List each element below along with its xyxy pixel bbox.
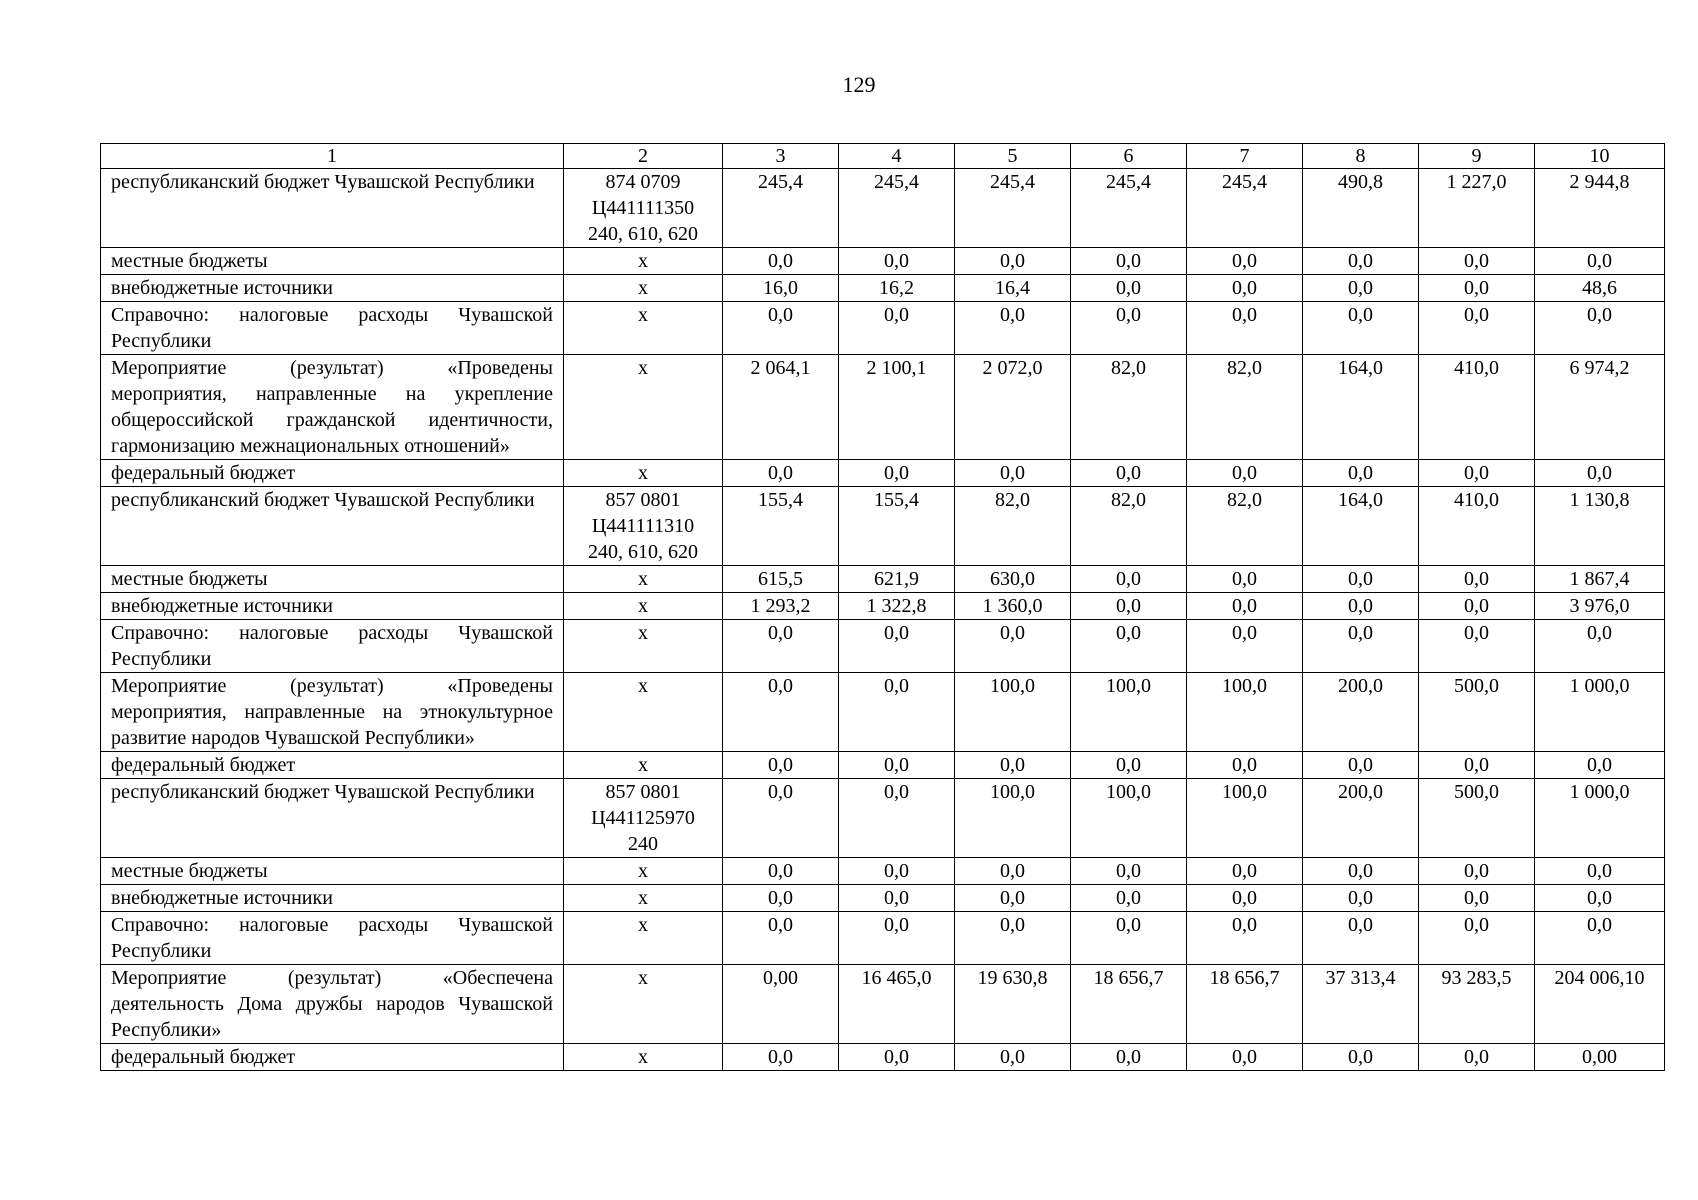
value-cell: 16 465,0 — [839, 965, 955, 1044]
row-label: республиканский бюджет Чувашской Республики — [101, 779, 564, 858]
value-cell: 82,0 — [1071, 487, 1187, 566]
value-cell: 0,0 — [1419, 460, 1535, 487]
table-row — [101, 275, 1665, 302]
value-cell: 164,0 — [1303, 355, 1419, 460]
value-cell: 164,0 — [1303, 487, 1419, 566]
table-row — [101, 965, 1665, 1044]
value-cell: 0,0 — [839, 752, 955, 779]
table-row — [101, 673, 1665, 752]
value-cell: 0,0 — [955, 620, 1071, 673]
table-row — [101, 302, 1665, 355]
value-cell: 2 100,1 — [839, 355, 955, 460]
value-cell: 0,0 — [839, 673, 955, 752]
value-cell: 0,0 — [1535, 460, 1665, 487]
table-row — [101, 248, 1665, 275]
row-label: Мероприятие (результат) «Проведены мероприятия, направленные на этнокультурное развитие народов Чувашской Республики» — [101, 673, 564, 752]
value-cell: 82,0 — [1071, 355, 1187, 460]
value-cell: 16,4 — [955, 275, 1071, 302]
value-cell: 0,0 — [839, 460, 955, 487]
value-cell: 100,0 — [1187, 779, 1303, 858]
budget-code: 874 0709 Ц441111350 240, 610, 620 — [564, 169, 723, 248]
row-label: местные бюджеты — [101, 566, 564, 593]
value-cell: 0,0 — [723, 460, 839, 487]
value-cell: 93 283,5 — [1419, 965, 1535, 1044]
budget-code: 857 0801 Ц441125970 240 — [564, 779, 723, 858]
value-cell: 0,0 — [1303, 1044, 1419, 1071]
value-cell: 0,0 — [723, 752, 839, 779]
value-cell: 0,0 — [723, 858, 839, 885]
value-cell: 245,4 — [1187, 169, 1303, 248]
value-cell: 0,0 — [955, 1044, 1071, 1071]
value-cell: 0,0 — [1187, 248, 1303, 275]
value-cell: 0,0 — [1187, 885, 1303, 912]
value-cell: 0,0 — [1071, 566, 1187, 593]
value-cell: 48,6 — [1535, 275, 1665, 302]
header-cell: 7 — [1187, 144, 1303, 169]
header-cell: 6 — [1071, 144, 1187, 169]
value-cell: 0,0 — [1419, 566, 1535, 593]
value-cell: 0,0 — [1303, 302, 1419, 355]
value-cell: 245,4 — [955, 169, 1071, 248]
value-cell: 0,0 — [955, 460, 1071, 487]
value-cell: 0,0 — [1187, 302, 1303, 355]
value-cell: 0,0 — [1187, 620, 1303, 673]
value-cell: 0,0 — [1419, 752, 1535, 779]
budget-code: x — [564, 965, 723, 1044]
value-cell: 1 000,0 — [1535, 673, 1665, 752]
value-cell: 0,0 — [1535, 620, 1665, 673]
value-cell: 0,0 — [1303, 593, 1419, 620]
value-cell: 100,0 — [1187, 673, 1303, 752]
value-cell: 0,00 — [723, 965, 839, 1044]
value-cell: 1 293,2 — [723, 593, 839, 620]
value-cell: 0,0 — [723, 248, 839, 275]
value-cell: 100,0 — [1071, 779, 1187, 858]
header-cell: 3 — [723, 144, 839, 169]
budget-table — [100, 143, 1665, 1071]
value-cell: 0,0 — [1187, 752, 1303, 779]
row-label: республиканский бюджет Чувашской Республики — [101, 487, 564, 566]
value-cell: 0,0 — [1187, 912, 1303, 965]
value-cell: 0,0 — [1071, 275, 1187, 302]
value-cell: 204 006,10 — [1535, 965, 1665, 1044]
budget-code: x — [564, 355, 723, 460]
budget-code: x — [564, 248, 723, 275]
value-cell: 0,0 — [839, 885, 955, 912]
value-cell: 0,0 — [1187, 858, 1303, 885]
value-cell: 500,0 — [1419, 779, 1535, 858]
value-cell: 0,0 — [1535, 858, 1665, 885]
value-cell: 0,0 — [955, 858, 1071, 885]
value-cell: 0,0 — [723, 885, 839, 912]
value-cell: 16,0 — [723, 275, 839, 302]
budget-code: x — [564, 275, 723, 302]
value-cell: 0,0 — [839, 302, 955, 355]
header-cell: 1 — [101, 144, 564, 169]
value-cell: 155,4 — [839, 487, 955, 566]
budget-code: x — [564, 673, 723, 752]
value-cell: 200,0 — [1303, 673, 1419, 752]
table-row — [101, 355, 1665, 460]
value-cell: 82,0 — [955, 487, 1071, 566]
row-label: Мероприятие (результат) «Проведены мероприятия, направленные на укрепление общероссийской гражданской идентичности, гармонизацию межнациональных отношений» — [101, 355, 564, 460]
value-cell: 0,0 — [1535, 302, 1665, 355]
value-cell: 100,0 — [955, 673, 1071, 752]
value-cell: 200,0 — [1303, 779, 1419, 858]
value-cell: 0,0 — [1303, 885, 1419, 912]
value-cell: 0,0 — [1303, 248, 1419, 275]
value-cell: 0,0 — [839, 779, 955, 858]
row-label: Справочно: налоговые расходы Чувашской Республики — [101, 620, 564, 673]
value-cell: 82,0 — [1187, 355, 1303, 460]
value-cell: 16,2 — [839, 275, 955, 302]
row-label: местные бюджеты — [101, 248, 564, 275]
value-cell: 0,0 — [1419, 912, 1535, 965]
value-cell: 19 630,8 — [955, 965, 1071, 1044]
value-cell: 0,0 — [955, 885, 1071, 912]
page-number: 129 — [842, 72, 876, 97]
value-cell: 1 322,8 — [839, 593, 955, 620]
value-cell: 0,0 — [955, 912, 1071, 965]
budget-code: x — [564, 460, 723, 487]
value-cell: 2 072,0 — [955, 355, 1071, 460]
value-cell: 0,0 — [1419, 620, 1535, 673]
header-cell: 10 — [1535, 144, 1665, 169]
budget-code: x — [564, 912, 723, 965]
row-label: внебюджетные источники — [101, 275, 564, 302]
budget-code: x — [564, 620, 723, 673]
value-cell: 1 000,0 — [1535, 779, 1665, 858]
header-row — [101, 144, 1665, 169]
value-cell: 0,0 — [839, 858, 955, 885]
row-label: федеральный бюджет — [101, 460, 564, 487]
header-cell: 2 — [564, 144, 723, 169]
value-cell: 0,0 — [1071, 620, 1187, 673]
value-cell: 0,0 — [1071, 248, 1187, 275]
header-cell: 8 — [1303, 144, 1419, 169]
value-cell: 0,0 — [1535, 248, 1665, 275]
value-cell: 0,0 — [1419, 302, 1535, 355]
value-cell: 410,0 — [1419, 487, 1535, 566]
value-cell: 0,0 — [839, 1044, 955, 1071]
row-label: федеральный бюджет — [101, 752, 564, 779]
value-cell: 0,0 — [1419, 275, 1535, 302]
value-cell: 0,0 — [723, 912, 839, 965]
value-cell: 2 944,8 — [1535, 169, 1665, 248]
budget-code: x — [564, 593, 723, 620]
row-label: федеральный бюджет — [101, 1044, 564, 1071]
value-cell: 0,0 — [1071, 912, 1187, 965]
row-label: Справочно: налоговые расходы Чувашской Республики — [101, 912, 564, 965]
header-cell: 9 — [1419, 144, 1535, 169]
budget-code: x — [564, 1044, 723, 1071]
budget-code: x — [564, 858, 723, 885]
value-cell: 0,0 — [1303, 912, 1419, 965]
value-cell: 0,0 — [1303, 620, 1419, 673]
budget-code: x — [564, 752, 723, 779]
value-cell: 0,00 — [1535, 1044, 1665, 1071]
value-cell: 410,0 — [1419, 355, 1535, 460]
value-cell: 0,0 — [839, 248, 955, 275]
value-cell: 0,0 — [1071, 752, 1187, 779]
value-cell: 500,0 — [1419, 673, 1535, 752]
value-cell: 0,0 — [723, 620, 839, 673]
value-cell: 0,0 — [1303, 752, 1419, 779]
value-cell: 0,0 — [1187, 593, 1303, 620]
budget-code: x — [564, 302, 723, 355]
table-row — [101, 912, 1665, 965]
value-cell: 0,0 — [1419, 858, 1535, 885]
table-row — [101, 620, 1665, 673]
value-cell: 0,0 — [1187, 1044, 1303, 1071]
table-row — [101, 169, 1665, 248]
table-row — [101, 885, 1665, 912]
row-label: местные бюджеты — [101, 858, 564, 885]
header-cell: 5 — [955, 144, 1071, 169]
value-cell: 1 360,0 — [955, 593, 1071, 620]
value-cell: 0,0 — [1187, 460, 1303, 487]
value-cell: 0,0 — [1535, 885, 1665, 912]
value-cell: 621,9 — [839, 566, 955, 593]
value-cell: 1 867,4 — [1535, 566, 1665, 593]
row-label: республиканский бюджет Чувашской Республики — [101, 169, 564, 248]
table-row — [101, 566, 1665, 593]
value-cell: 0,0 — [1419, 1044, 1535, 1071]
value-cell: 0,0 — [1303, 566, 1419, 593]
value-cell: 0,0 — [1071, 1044, 1187, 1071]
value-cell: 100,0 — [955, 779, 1071, 858]
value-cell: 0,0 — [1303, 460, 1419, 487]
value-cell: 0,0 — [1535, 752, 1665, 779]
value-cell: 0,0 — [955, 302, 1071, 355]
value-cell: 0,0 — [1419, 885, 1535, 912]
value-cell: 0,0 — [1187, 275, 1303, 302]
value-cell: 0,0 — [1303, 275, 1419, 302]
value-cell: 0,0 — [1303, 858, 1419, 885]
value-cell: 3 976,0 — [1535, 593, 1665, 620]
value-cell: 0,0 — [1187, 566, 1303, 593]
row-label: внебюджетные источники — [101, 885, 564, 912]
value-cell: 0,0 — [955, 752, 1071, 779]
value-cell: 18 656,7 — [1187, 965, 1303, 1044]
budget-code: 857 0801 Ц441111310 240, 610, 620 — [564, 487, 723, 566]
row-label: Мероприятие (результат) «Обеспечена деятельность Дома дружбы народов Чувашской Республики» — [101, 965, 564, 1044]
table-row — [101, 460, 1665, 487]
value-cell: 0,0 — [839, 912, 955, 965]
table-row — [101, 858, 1665, 885]
value-cell: 0,0 — [723, 302, 839, 355]
row-label: Справочно: налоговые расходы Чувашской Республики — [101, 302, 564, 355]
value-cell: 0,0 — [1071, 460, 1187, 487]
value-cell: 245,4 — [839, 169, 955, 248]
value-cell: 2 064,1 — [723, 355, 839, 460]
value-cell: 245,4 — [1071, 169, 1187, 248]
value-cell: 0,0 — [839, 620, 955, 673]
header-cell: 4 — [839, 144, 955, 169]
value-cell: 490,8 — [1303, 169, 1419, 248]
table-body — [101, 144, 1665, 1071]
table-row — [101, 779, 1665, 858]
value-cell: 0,0 — [1071, 858, 1187, 885]
value-cell: 0,0 — [1071, 885, 1187, 912]
value-cell: 0,0 — [723, 1044, 839, 1071]
value-cell: 18 656,7 — [1071, 965, 1187, 1044]
value-cell: 0,0 — [1071, 593, 1187, 620]
table-row — [101, 1044, 1665, 1071]
value-cell: 0,0 — [955, 248, 1071, 275]
value-cell: 0,0 — [1535, 912, 1665, 965]
table-row — [101, 487, 1665, 566]
value-cell: 0,0 — [1419, 593, 1535, 620]
value-cell: 630,0 — [955, 566, 1071, 593]
value-cell: 100,0 — [1071, 673, 1187, 752]
value-cell: 1 227,0 — [1419, 169, 1535, 248]
value-cell: 0,0 — [1071, 302, 1187, 355]
value-cell: 82,0 — [1187, 487, 1303, 566]
budget-code: x — [564, 566, 723, 593]
budget-code: x — [564, 885, 723, 912]
value-cell: 6 974,2 — [1535, 355, 1665, 460]
value-cell: 245,4 — [723, 169, 839, 248]
value-cell: 37 313,4 — [1303, 965, 1419, 1044]
value-cell: 0,0 — [1419, 248, 1535, 275]
value-cell: 615,5 — [723, 566, 839, 593]
table-row — [101, 593, 1665, 620]
value-cell: 155,4 — [723, 487, 839, 566]
row-label: внебюджетные источники — [101, 593, 564, 620]
value-cell: 0,0 — [723, 673, 839, 752]
table-row — [101, 752, 1665, 779]
value-cell: 0,0 — [723, 779, 839, 858]
value-cell: 1 130,8 — [1535, 487, 1665, 566]
